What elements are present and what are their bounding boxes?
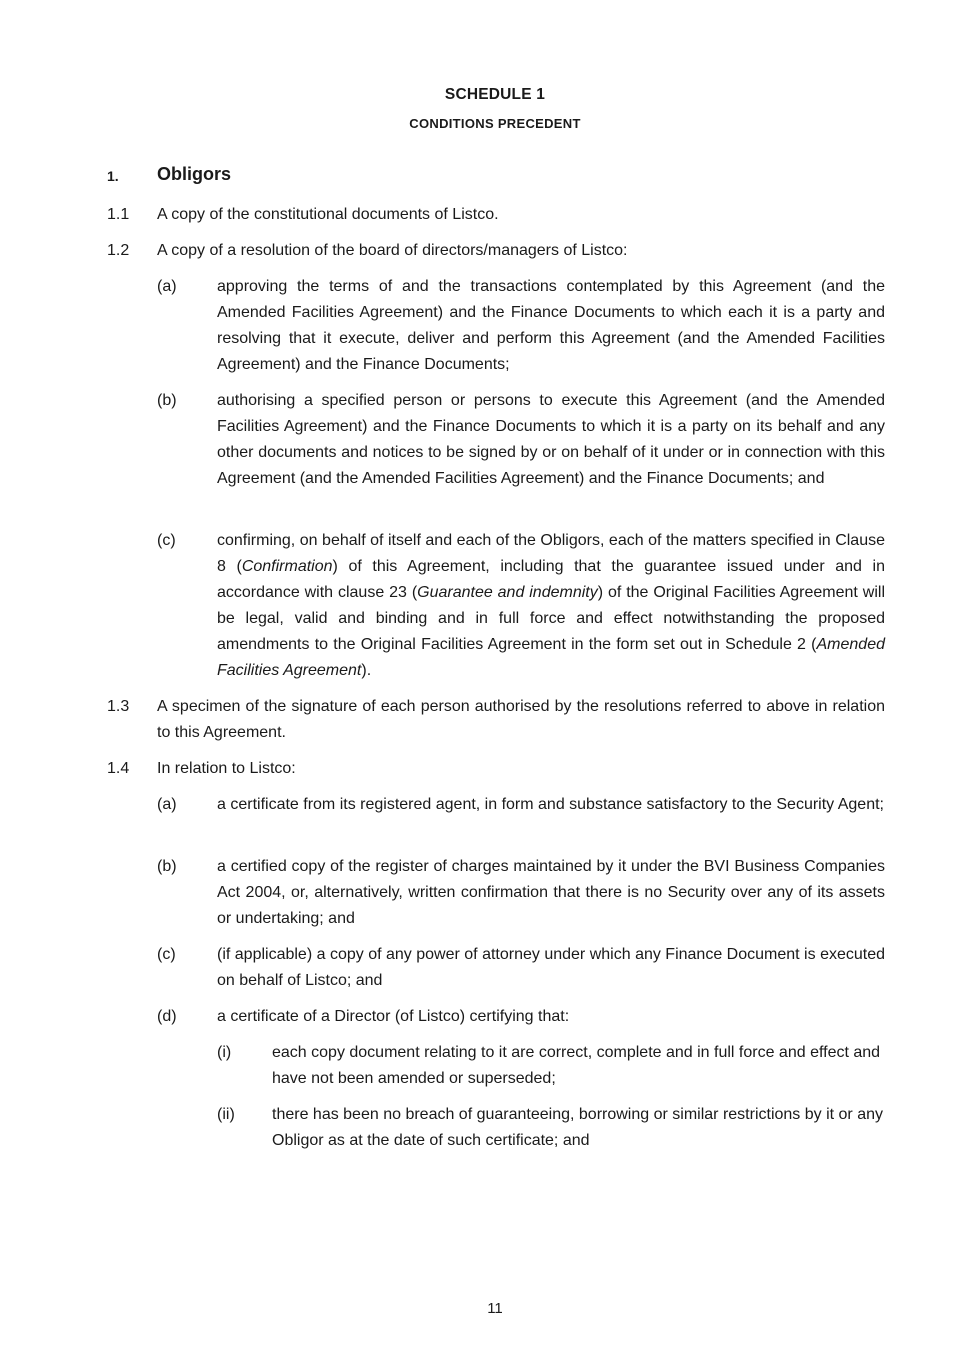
clause-text: A copy of a resolution of the board of directors/managers of Listco:: [157, 242, 628, 259]
paragraph-text: [217, 528, 885, 684]
schedule-title: SCHEDULE 1: [444, 86, 546, 103]
text-run: ).: [361, 662, 372, 679]
section-title: Obligors: [157, 164, 232, 184]
text-run: confirming, on behalf of itself and each of the Obligors, each of the matters specified in Clause 8 (: [217, 532, 885, 575]
paragraph-text: authorising a specified person or persons to execute this Agreement (and the Amended Facilities Agreement) and the Finance Documents to which it is a party on its behalf and any other documents and notices to be signed by or on behalf of it under or in connection with this Agreement (and the Amended Facilities Agreement) and the Finance Documents; and: [217, 392, 885, 487]
text-run: ) of the Original Facilities Agreement will be legal, valid and binding and in full force and effect notwithstanding the proposed amendments to the Original Facilities Agreement in the form set out in Schedule 2 (: [217, 584, 885, 653]
clause-text: A specimen of the signature of each person authorised by the resolutions referred to above in relation to this Agreement.: [157, 698, 885, 741]
paragraph-text: approving the terms of and the transactions contemplated by this Agreement (and the Amended Facilities Agreement) and the Finance Documents to which each it is a party and resolving that it execute, deliver and perform this Agreement (and the Amended Facilities Agreement) and the Finance Documents;: [217, 278, 885, 373]
clause-number: 1.4: [107, 760, 130, 777]
paragraph-number: (b): [157, 392, 177, 409]
clause-number: 1.2: [107, 242, 130, 259]
paragraph-number: (b): [157, 858, 177, 875]
clause-number: 1.3: [107, 698, 130, 715]
clause-text: In relation to Listco:: [157, 760, 296, 777]
text-run: ) of this Agreement, including that the guarantee issued under and in accordance with clause 23 (: [217, 558, 886, 601]
clause-number: 1.1: [107, 206, 130, 223]
subparagraph-number: (i): [217, 1044, 232, 1061]
clause-reference: Confirmation: [241, 558, 333, 575]
schedule-reference: Amended Facilities Agreement: [217, 636, 885, 679]
paragraph-text: (if applicable) a copy of any power of attorney under which any Finance Document is executed on behalf of Listco; and: [217, 946, 885, 989]
paragraph-text: a certificate of a Director (of Listco) certifying that:: [217, 1008, 570, 1025]
paragraph-number: (a): [157, 796, 177, 813]
paragraph-number: (c): [157, 946, 176, 963]
section-number: 1.: [107, 168, 119, 184]
page-number: 11: [487, 1300, 503, 1317]
schedule-subtitle: CONDITIONS PRECEDENT: [409, 116, 581, 131]
subparagraph-number: (ii): [217, 1106, 235, 1123]
paragraph-number: (a): [157, 278, 177, 295]
subparagraph-text: there has been no breach of guaranteeing, borrowing or similar restrictions by it or any Obligor as at the date of such certificate; and: [272, 1106, 883, 1149]
paragraph-number: (d): [157, 1008, 177, 1025]
subparagraph-text: each copy document relating to it are correct, complete and in full force and effect and have not been amended or superseded;: [272, 1044, 881, 1087]
paragraph-text: a certificate from its registered agent, in form and substance satisfactory to the Security Agent;: [217, 796, 884, 813]
paragraph-number: (c): [157, 532, 176, 549]
paragraph-text: a certified copy of the register of charges maintained by it under the BVI Business Companies Act 2004, or, alternatively, written confirmation that there is no Security over any of its assets or undertaking; and: [217, 858, 885, 927]
clause-text: A copy of the constitutional documents of Listco.: [157, 206, 499, 223]
clause-reference: Guarantee and indemnity: [417, 584, 598, 601]
